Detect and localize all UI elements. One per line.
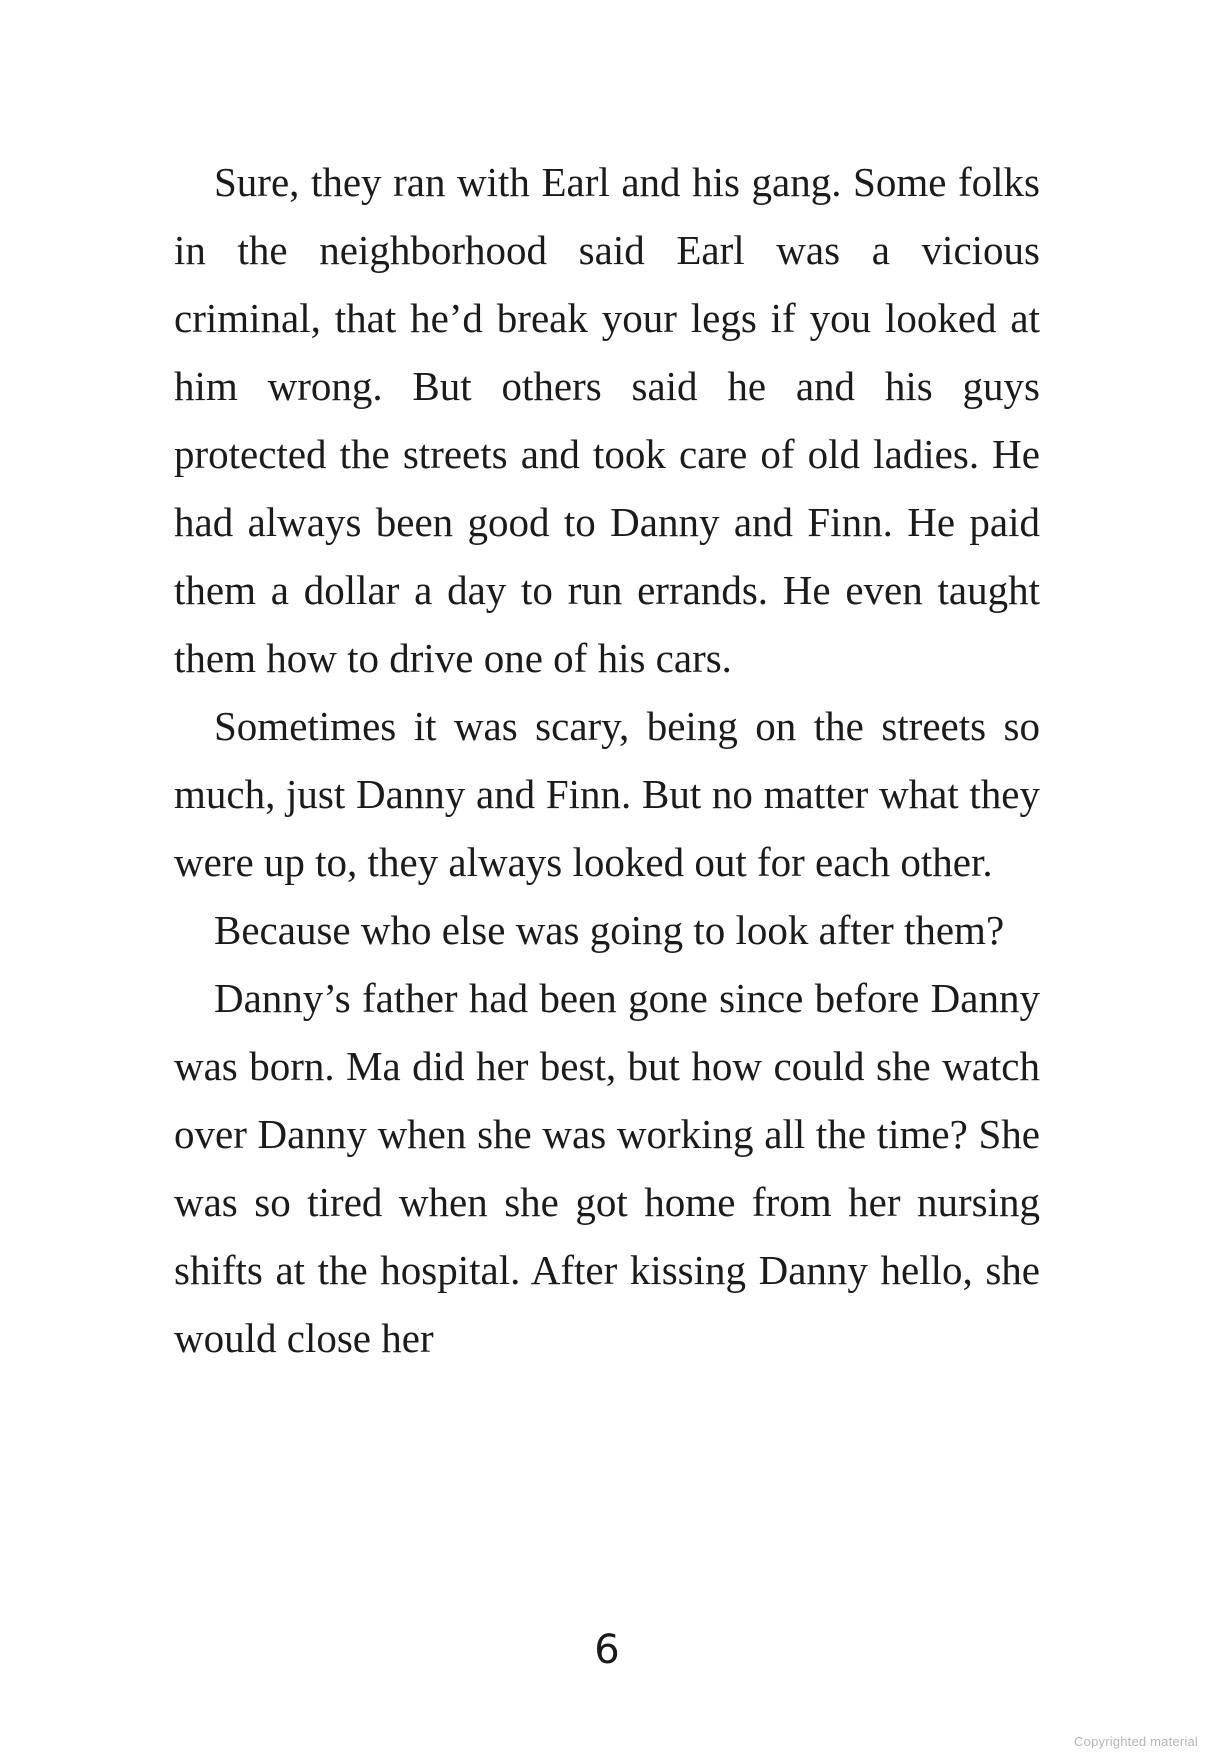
body-text	[174, 148, 1040, 1372]
page-number: 6	[594, 1627, 620, 1673]
paragraph-1: Sure, they ran with Earl and his gang. Some folks in the neighborhood said Earl was a vicious criminal, that he’d break your legs if you looked at him wrong. But others said he and his guys protected the streets and took care of old ladies. He had always been good to Danny and Finn. He paid them a dollar a day to run errands. He even taught them how to drive one of his cars.	[174, 159, 1040, 681]
copyright-watermark: Copyrighted material	[1074, 1734, 1198, 1749]
paragraph-4: Danny’s father had been gone since before Danny was born. Ma did her best, but how could she watch over Danny when she was working all the time? She was so tired when she got home from her nursing shifts at the hospital. After kissing Danny hello, she would close her	[174, 975, 1040, 1361]
paragraph-3: Because who else was going to look after them?	[214, 907, 1005, 953]
paragraph-2: Sometimes it was scary, being on the streets so much, just Danny and Finn. But no matter what they were up to, they always looked out for each other.	[174, 703, 1040, 885]
